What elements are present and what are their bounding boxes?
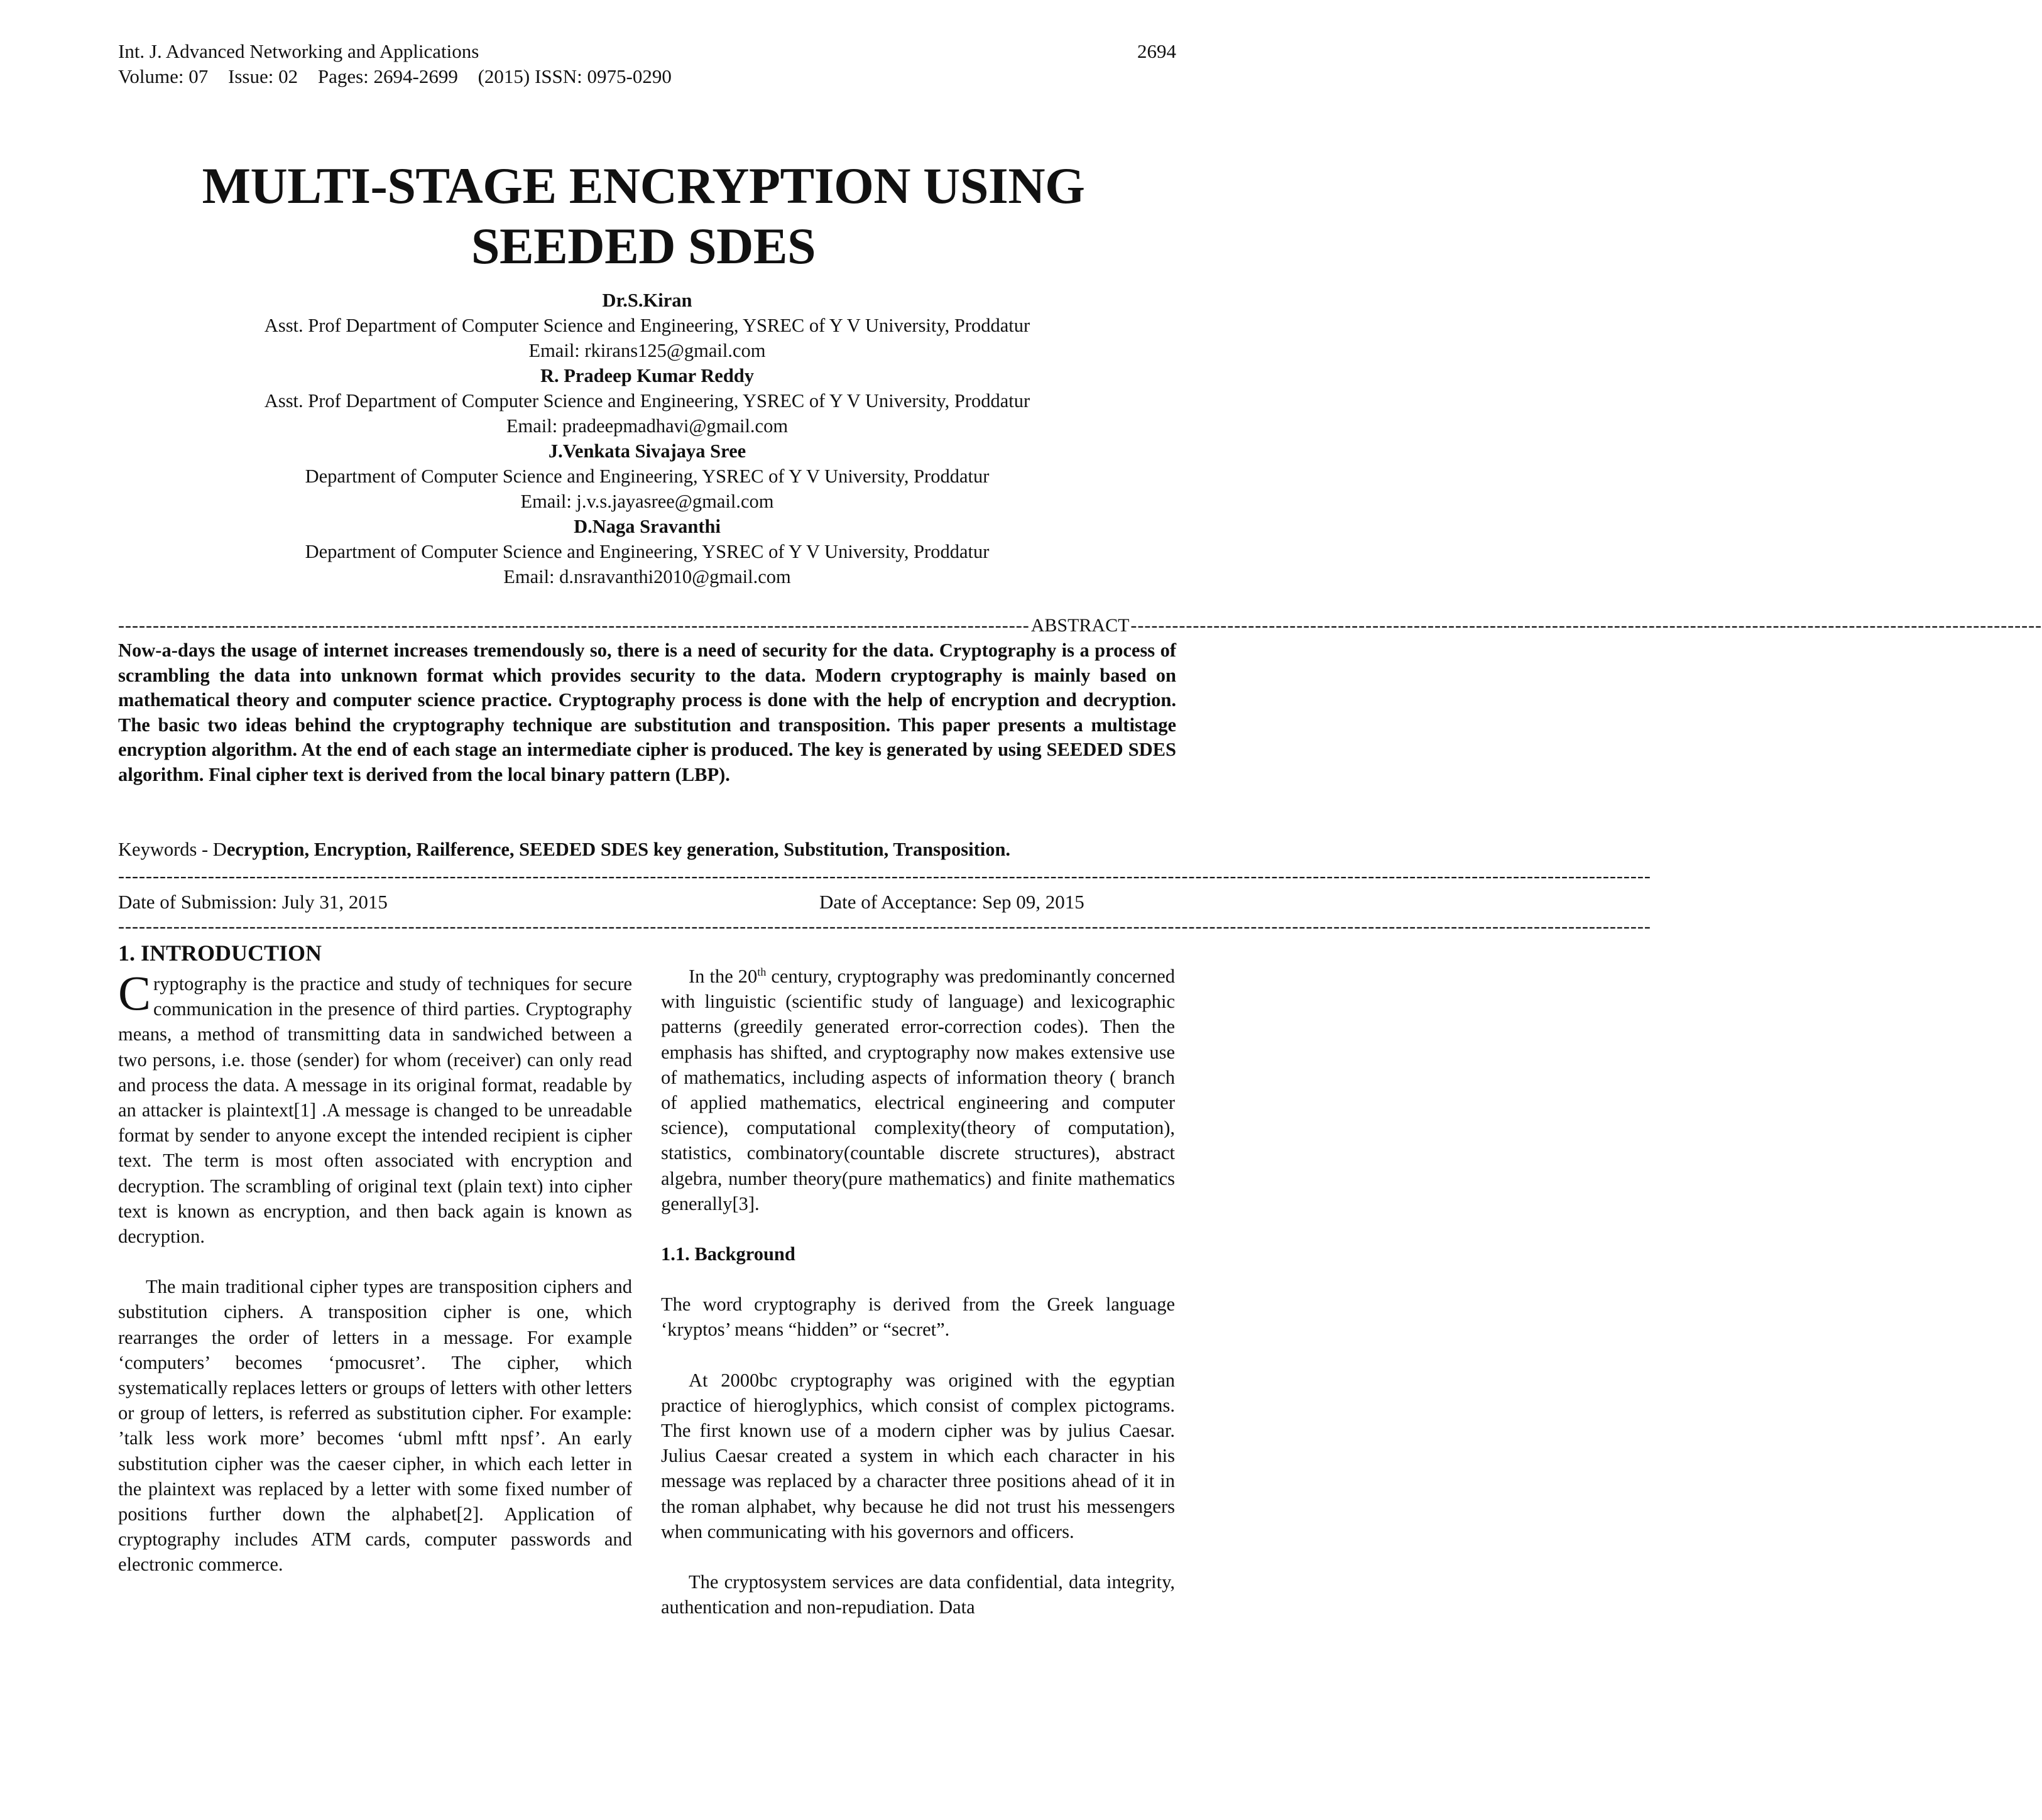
pages: Pages: 2694-2699 [317, 65, 458, 87]
author-email: Email: d.nsravanthi2010@gmail.com [503, 566, 791, 587]
author-3 [118, 439, 1176, 514]
intro-paragraph-1-text: ryptography is the practice and study of techniques for secure communication in the presence of third parties. Cryptography means, a method of transmitting data in sandwiched between a two persons, i.e. those (sender) for whom (receiver) can only read and process the data. A message in its original format, readable by an attacker is plaintext[1] .A message is changed to be unreadable format by sender to anyone except the intended recipient is cipher text. The term is most often associated with encryption and decryption. The scrambling of original text (plain text) into cipher text is known as encryption, and then back again is known as decryption. [118, 973, 632, 1248]
author-email: Email: rkirans125@gmail.com [528, 340, 766, 361]
author-name: J.Venkata Sivajaya Sree [548, 440, 746, 462]
author-block [118, 288, 1176, 589]
abstract-label: ABSTRACT [1030, 615, 1130, 636]
year-issn: (2015) ISSN: 0975-0290 [478, 65, 672, 87]
author-affiliation: Asst. Prof Department of Computer Science and Engineering, YSREC of Y V University, Proddatur [264, 315, 1030, 336]
background-paragraph-3: The cryptosystem services are data confidential, data integrity, authentication and non-repudiation. Data [661, 1571, 1175, 1618]
author-1 [118, 288, 1176, 363]
right-column [661, 964, 1175, 1620]
author-affiliation: Asst. Prof Department of Computer Science and Engineering, YSREC of Y V University, Proddatur [264, 390, 1030, 411]
keywords-terms: ecryption, Encryption, Railference, SEEDED SDES key generation, Substitution, Transposition. [226, 839, 1011, 860]
drop-cap: C [118, 966, 151, 1020]
subsection-heading: 1.1. Background [661, 1243, 795, 1265]
divider-dashes-right: ------------------------------------------------------------------------------------------------------------------------------------ [1130, 615, 2042, 636]
abstract-text: Now-a-days the usage of internet increases tremendously so, there is a need of security for the data. Cryptography is a process of scrambling the data into unknown format which provides security to the data. Modern cryptography is mainly based on mathematical theory and computer science practice. Cryptography process is done with the help of encryption and decryption. The basic two ideas behind the cryptography technique are substitution and transposition. This paper presents a multistage encryption algorithm. At the end of each stage an intermediate cipher is produced. The key is generated by using SEEDED SDES algorithm. Final cipher text is derived from the local binary pattern (LBP). [118, 640, 1176, 785]
journal-name: Int. J. Advanced Networking and Applications [118, 40, 479, 62]
intro-paragraph-3 [661, 964, 1175, 1216]
abstract-divider [118, 613, 2042, 638]
divider-dashes-left: ------------------------------------------------------------------------------------------------------------------------------------ [118, 615, 1030, 636]
divider-bottom: ------------------------------------------------------------------------------------------------------------------------------------------------------------------------------------------------------------------------------ [118, 916, 1651, 937]
page-number: 2694 [1137, 40, 1176, 62]
background-paragraph-1: The word cryptography is derived from the Greek language ‘kryptos’ means “hidden” or “secret”. [661, 1294, 1175, 1341]
author-email: Email: j.v.s.jayasree@gmail.com [520, 491, 774, 512]
keywords-prefix: Keywords - D [118, 839, 227, 860]
superscript-th: th [757, 965, 767, 978]
divider-top: ------------------------------------------------------------------------------------------------------------------------------------------------------------------------------------------------------------------------------ [118, 866, 1651, 886]
issue: Issue: 02 [228, 65, 298, 87]
title-line-1: MULTI-STAGE ENCRYPTION USING [202, 157, 1085, 214]
acceptance-date: Date of Acceptance: Sep 09, 2015 [819, 891, 1084, 913]
author-name: D.Naga Sravanthi [574, 516, 721, 537]
intro-paragraph-1 [118, 966, 632, 1249]
background-paragraph-2: At 2000bc cryptography was origined with the egyptian practice of hieroglyphics, which consist of complex pictograms. The first known use of a modern cipher was by julius Caesar. Julius Caesar created a system in which each character in his message was replaced by a character three positions ahead of it in the roman alphabet, why because he did not trust his messengers when communicating with his governors and officers. [661, 1369, 1175, 1542]
author-affiliation: Department of Computer Science and Engineering, YSREC of Y V University, Proddatur [305, 541, 990, 562]
left-column [118, 937, 632, 1578]
running-header [118, 39, 1176, 89]
keywords [118, 837, 1176, 862]
author-affiliation: Department of Computer Science and Engineering, YSREC of Y V University, Proddatur [305, 466, 990, 487]
author-name: R. Pradeep Kumar Reddy [540, 365, 754, 386]
paper-title [82, 156, 1205, 276]
title-line-2: SEEDED SDES [471, 217, 816, 275]
intro-paragraph-2: The main traditional cipher types are transposition ciphers and substitution ciphers. A transposition cipher is one, which rearranges the order of letters in a message. For example ‘computers’ becomes ‘pmocusret’. The cipher, which systematically replaces letters or groups of letters with other letters or group of letters, is referred as substitution cipher. For example: ’talk less work more’ becomes ‘ubml mftt npsf’. An early substitution cipher was the caeser cipher, in which each letter in the plaintext was replaced by a letter with some fixed number of positions further down the alphabet[2]. Application of cryptography includes ATM cards, computer passwords and electronic commerce. [118, 1276, 632, 1576]
volume: Volume: 07 [118, 65, 209, 87]
author-2 [118, 363, 1176, 439]
author-name: Dr.S.Kiran [602, 290, 692, 311]
p3-before: In the 20 [689, 966, 758, 987]
section-heading: 1. INTRODUCTION [118, 940, 322, 966]
submission-date: Date of Submission: July 31, 2015 [118, 891, 388, 913]
dates-row [118, 890, 1176, 915]
author-4 [118, 514, 1176, 589]
author-email: Email: pradeepmadhavi@gmail.com [506, 415, 789, 437]
p3-after: century, cryptography was predominantly concerned with linguistic (scientific study of language) and lexicographic patterns (greedily generated error-correction codes). Then the emphasis has shifted, and cryptography now makes extensive use of mathematics, including aspects of information theory ( branch of applied mathematics, electrical engineering and computer science), computational complexity(theory of computation), statistics, combinatory(countable discrete structures), abstract algebra, number theory(pure mathematics) and finite mathematics generally[3]. [661, 966, 1176, 1214]
